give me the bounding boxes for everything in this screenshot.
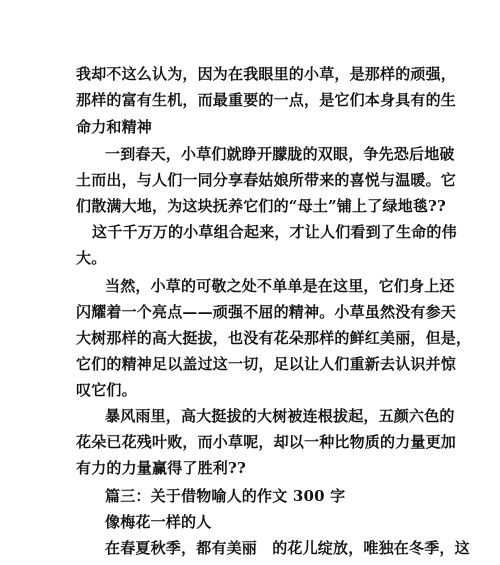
text-line: 有力的力量赢得了胜利??	[76, 459, 246, 477]
text-line: 花朵已花残叶败，而小草呢，却以一种比物质的力量更加	[76, 433, 457, 451]
text-line: 闪耀着一个亮点——顽强不屈的精神。小草虽然没有参天	[76, 303, 457, 321]
text-line: 大树那样的高大挺拔，也没有花朵那样的鲜红美丽，但是，	[76, 329, 472, 347]
text-line: 当然，小草的可敬之处不单单是在这里，它们身上还	[105, 277, 455, 295]
text-line: 们散满大地，为这块抚养它们的“母土”铺上了绿地毯??	[76, 197, 447, 215]
text-line: 在春夏秋季，都有美丽 的花儿绽放，唯独在冬季，这	[105, 539, 470, 557]
text-line: 暴风雨里，高大挺拔的大树被连根拔起，五颜六色的	[105, 407, 455, 425]
text-line: 大。	[76, 249, 107, 267]
essay-title: 像梅花一样的人	[105, 513, 212, 531]
text-line: 它们的精神足以盖过这一切，足以让人们重新去认识并惊	[76, 355, 457, 373]
text-line: 我却不这么认为，因为在我眼里的小草，是那样的顽强，	[76, 65, 457, 83]
text-line: 那样的富有生机，而最重要的一点，是它们本身具有的生	[76, 91, 457, 109]
text-line: 叹它们。	[76, 381, 137, 399]
text-line: 这千千万万的小草组合起来，才让人们看到了生命的伟	[92, 223, 457, 241]
text-line: 命力和精神	[76, 118, 153, 136]
text-line: 一到春天，小草们就睁开朦胧的双眼，争先恐后地破	[105, 145, 455, 163]
text-line: 土而出，与人们一同分享春姑娘所带来的喜悦与温暖。它	[76, 171, 457, 189]
section-heading: 篇三：关于借物喻人的作文 300 字	[105, 487, 346, 505]
